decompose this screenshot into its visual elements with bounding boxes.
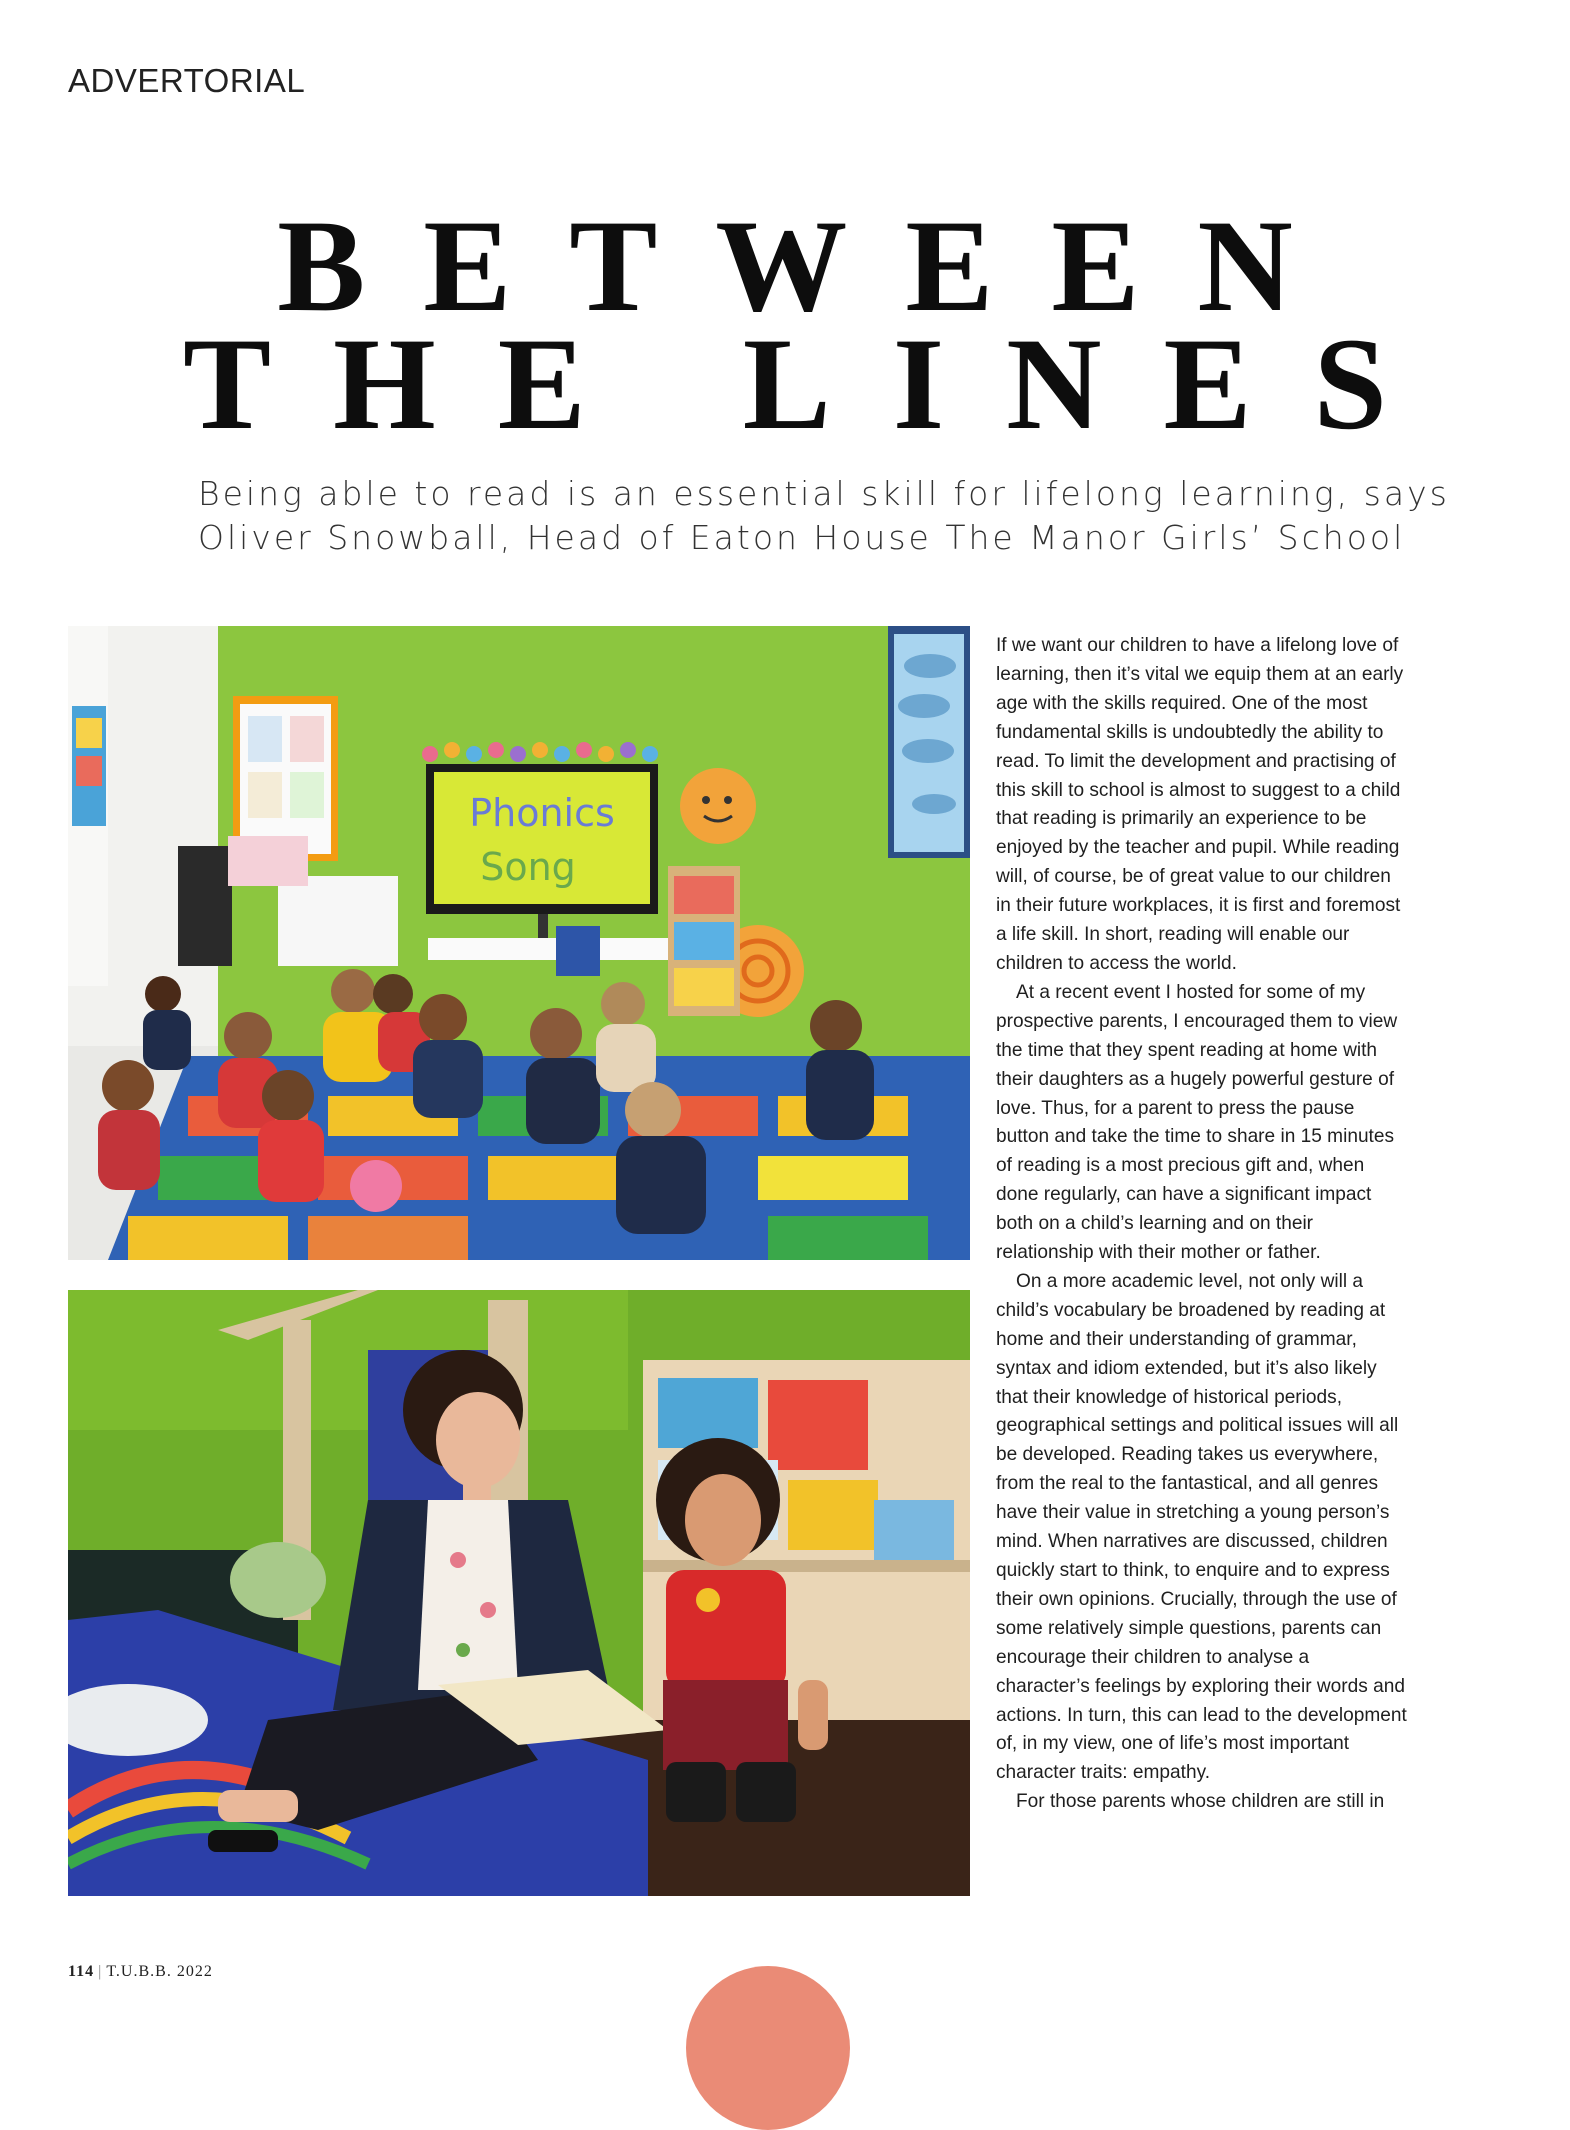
- classroom-illustration: [68, 626, 970, 1260]
- decorative-circle: [686, 1966, 850, 2130]
- title-line-2: THE LINES: [183, 310, 1449, 457]
- section-kicker: ADVERTORIAL: [68, 62, 306, 99]
- publication-name: T.U.B.B. 2022: [106, 1963, 213, 1980]
- standfirst: [198, 472, 1450, 560]
- title-line-1: BETWEEN: [277, 192, 1351, 339]
- article-body: [996, 632, 1408, 1817]
- article-paragraph-2: At a recent event I hosted for some of my prospective parents, I encouraged them to view the time that they spent reading at home with their daughters as a hugely powerful gesture of love. Thus, for a parent to press the pause button and take the time to share in 15 minutes of reading is a most precious gift and, when done regularly, can have a significant impact both on a child’s learning and on their relationship with their mother or father.: [996, 981, 1398, 1264]
- article-paragraph-1: If we want our children to have a lifelong love of learning, then it’s vital we equip them at an early age with the skills required. One of the most fundamental skills is undoubtedly the ability to read. To limit the development and practising of this skill to school is almost to suggest to a child that reading is primarily an experience to be enjoyed by the teacher and pupil. While reading will, of course, be of great value to our children in their future workplaces, it is first and foremost a life skill. In short, reading will enable our children to access the world.: [996, 635, 1404, 974]
- page-folio: [68, 1963, 213, 1981]
- article-paragraph-3: On a more academic level, not only will a child’s vocabulary be broadened by reading at home and their understanding of grammar, syntax and idiom extended, but it’s also likely that their knowledge of historical periods, geographical settings and political issues will all be developed. Reading takes us everywhere, from the real to the fantastical, and all genres have their value in stretching a young person’s mind. When narratives are discussed, children quickly start to think, to enquire and to express their own opinions. Crucially, through the use of some relatively simple questions, parents can encourage their children to analyse a character’s feelings by exploring their words and actions. In turn, this can lead to the development of, in my view, one of life’s most important character traits: empathy.: [996, 1270, 1407, 1784]
- folio-separator: |: [98, 1963, 103, 1980]
- tv-screen-text-2: Song: [480, 845, 576, 889]
- standfirst-line-1: Being able to read is an essential skill for lifelong learning, says: [198, 474, 1450, 513]
- reading-photo: [68, 1290, 970, 1896]
- page-number: 114: [68, 1963, 95, 1980]
- reading-illustration: [68, 1290, 970, 1896]
- standfirst-line-2: Oliver Snowball, Head of Eaton House The Manor Girls’ School: [198, 518, 1406, 557]
- classroom-photo: [68, 626, 970, 1260]
- tv-screen-text-1: Phonics: [469, 791, 615, 835]
- article-paragraph-4: For those parents whose children are still in: [1016, 1791, 1385, 1813]
